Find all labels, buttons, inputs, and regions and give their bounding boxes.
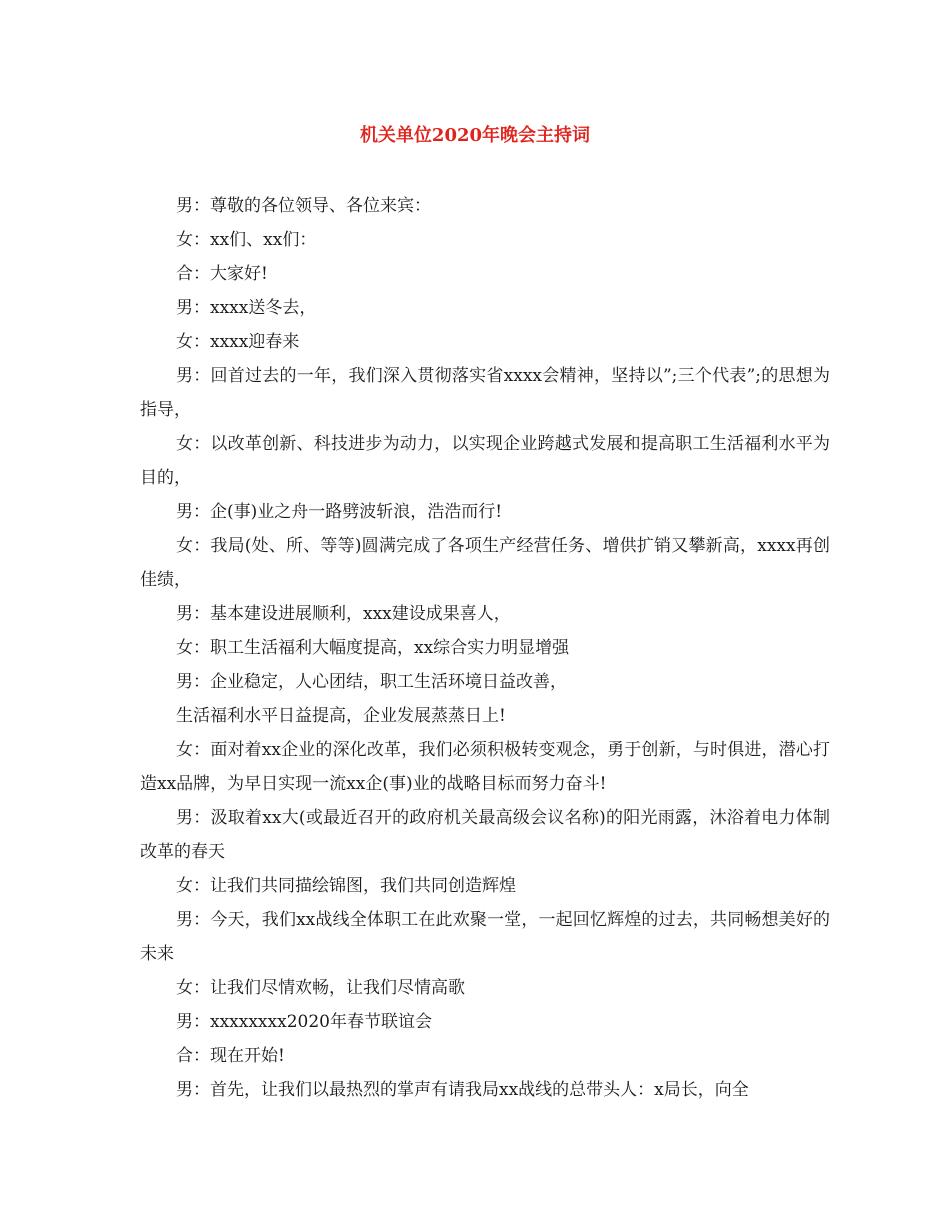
document-body bbox=[140, 189, 830, 1107]
paragraph: 男：今天，我们xx战线全体职工在此欢聚一堂，一起回忆辉煌的过去，共同畅想美好的未来 bbox=[140, 910, 830, 964]
paragraph: 女：xxxx迎春来 bbox=[176, 332, 300, 352]
paragraph: 男：企(事)业之舟一路劈波斩浪，浩浩而行! bbox=[176, 502, 503, 522]
document-title: 机关单位2020年晚会主持词 bbox=[359, 125, 591, 146]
paragraph: 女：面对着xx企业的深化改革，我们必须积极转变观念，勇于创新，与时俱进，潜心打造xx品牌，为早日实现一流xx企(事)业的战略目标而努力奋斗! bbox=[140, 740, 830, 794]
paragraph: 男：首先，让我们以最热烈的掌声有请我局xx战线的总带头人：x局长，向全 bbox=[176, 1080, 749, 1100]
paragraph: 女：职工生活福利大幅度提高，xx综合实力明显增强 bbox=[176, 638, 570, 658]
paragraph: 女：我局(处、所、等等)圆满完成了各项生产经营任务、增供扩销又攀新高，xxxx再创佳绩， bbox=[140, 536, 830, 590]
paragraph: 男：基本建设进展顺利，xxx建设成果喜人， bbox=[176, 604, 511, 624]
paragraph: 合：现在开始! bbox=[176, 1046, 285, 1066]
paragraph: 男：企业稳定，人心团结，职工生活环境日益改善， bbox=[176, 672, 567, 692]
paragraph: 男：尊敬的各位领导、各位来宾： bbox=[176, 196, 431, 216]
paragraph: 男：回首过去的一年，我们深入贯彻落实省xxxx会精神，坚持以”;三个代表”;的思想为指导， bbox=[140, 366, 830, 420]
paragraph: 生活福利水平日益提高，企业发展蒸蒸日上! bbox=[176, 706, 506, 726]
paragraph: 男：xxxxxxxx2020年春节联谊会 bbox=[176, 1012, 432, 1032]
paragraph: 男：xxxx送冬去， bbox=[176, 298, 317, 318]
paragraph: 女：让我们共同描绘锦图，我们共同创造辉煌 bbox=[176, 876, 516, 896]
paragraph: 男：汲取着xx大(或最近召开的政府机关最高级会议名称)的阳光雨露，沐浴着电力体制改革的春天 bbox=[140, 808, 830, 862]
paragraph: 女：xx们、xx们： bbox=[176, 230, 317, 250]
paragraph: 女：以改革创新、科技进步为动力，以实现企业跨越式发展和提高职工生活福利水平为目的， bbox=[140, 434, 830, 488]
paragraph: 合：大家好! bbox=[176, 264, 268, 284]
paragraph: 女：让我们尽情欢畅，让我们尽情高歌 bbox=[176, 978, 465, 998]
